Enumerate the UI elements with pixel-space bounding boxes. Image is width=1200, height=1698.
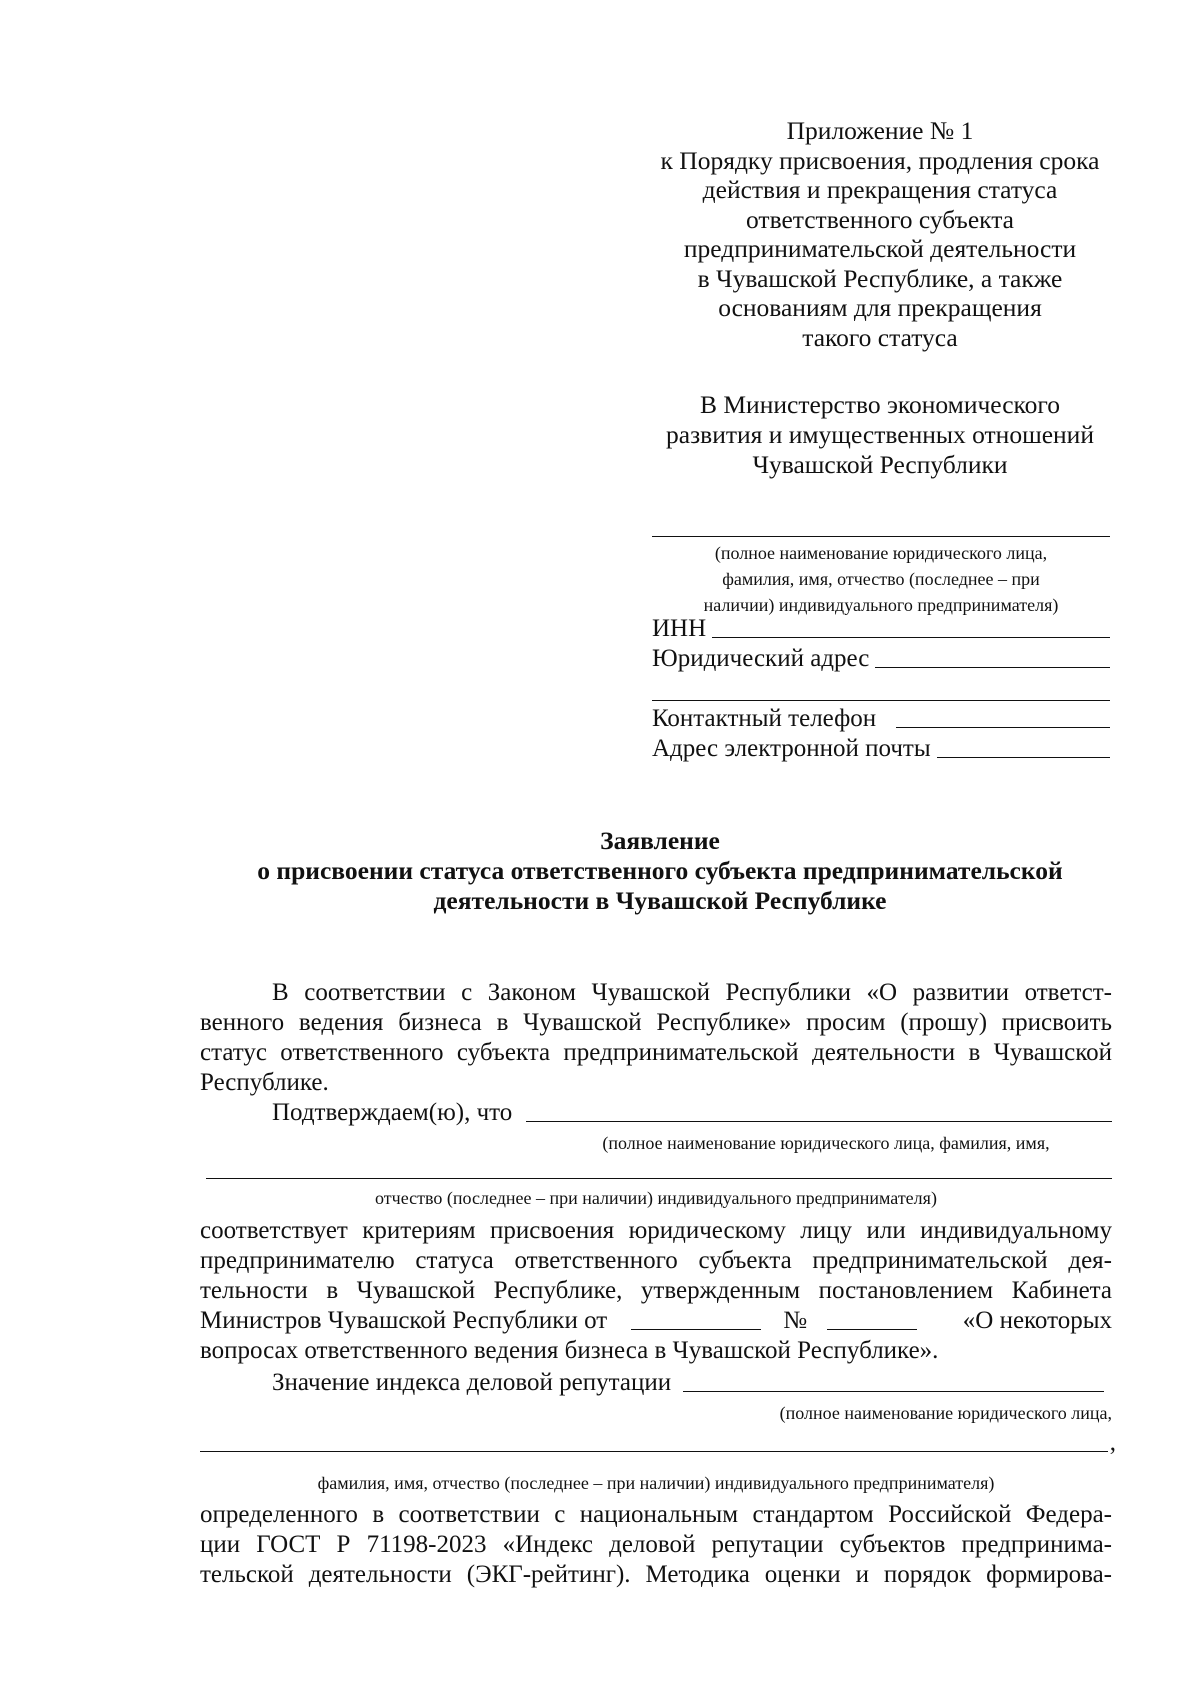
inn-label: ИНН — [652, 615, 707, 642]
inn-row — [652, 614, 1110, 644]
addressee-block — [650, 390, 1110, 480]
inn-field[interactable] — [712, 637, 1110, 638]
body-line: статус ответственного субъекта предпринимательской деятельности в Чувашской — [200, 1039, 1112, 1066]
appendix-line: к Порядку присвоения, продления срока — [660, 145, 1100, 175]
appendix-line: Приложение № 1 — [786, 116, 974, 145]
legal-address-field-line-2[interactable] — [652, 676, 1110, 701]
decree-row — [200, 1306, 1112, 1336]
legal-address-row — [652, 644, 1110, 674]
index-row — [272, 1368, 1112, 1398]
paragraph-criteria — [200, 1216, 1112, 1366]
index-field-line-2[interactable] — [200, 1451, 1108, 1452]
body-line: вопросах ответственного ведения бизнеса в Чувашской Республике». — [200, 1337, 939, 1364]
index-caption-2: фамилия, имя, отчество (последнее – при наличии) индивидуального предпринимателя) — [317, 1473, 995, 1493]
appendix-line: предпринимательской деятельности — [683, 234, 1077, 263]
email-field[interactable] — [937, 757, 1110, 758]
phone-field[interactable] — [896, 727, 1110, 728]
index-caption-1: (полное наименование юридического лица, — [779, 1403, 1112, 1423]
title-line: о присвоении статуса ответственного субъекта предпринимательской — [257, 856, 1063, 885]
confirm-caption-1: (полное наименование юридического лица, фамилия, имя, — [602, 1133, 1050, 1153]
caption-line: наличии) индивидуального предпринимателя) — [703, 595, 1059, 615]
appendix-line: действия и прекращения статуса — [702, 175, 1058, 204]
addressee-line: развития и имущественных отношений — [666, 420, 1094, 449]
email-row — [652, 734, 1110, 764]
confirm-row — [272, 1098, 1112, 1128]
body-line: В соответствии с Законом Чувашской Республики «О развитии ответст- — [272, 979, 1112, 1006]
decree-date-field[interactable] — [631, 1329, 761, 1330]
body-line: тельской деятельности (ЭКГ-рейтинг). Методика оценки и порядок формирова- — [200, 1561, 1112, 1588]
email-label: Адрес электронной почты — [652, 735, 931, 762]
addressee-line: Чувашской Республики — [752, 450, 1008, 479]
decree-label: Министров Чувашской Республики от — [200, 1307, 608, 1334]
appendix-line: в Чувашской Республике, а также — [697, 263, 1063, 293]
appendix-line: ответственного субъекта — [746, 204, 1014, 234]
body-line: ции ГОСТ Р 71198-2023 «Индекс деловой репутации субъектов предпринима- — [200, 1531, 1112, 1558]
comma: , — [1109, 1429, 1116, 1456]
appendix-header — [650, 116, 1110, 352]
index-field[interactable] — [683, 1391, 1104, 1392]
decree-number-field[interactable] — [827, 1329, 917, 1330]
index-label: Значение индекса деловой репутации — [272, 1369, 672, 1396]
decree-title-start: «О некоторых — [962, 1307, 1112, 1334]
applicant-name-field[interactable] — [652, 512, 1110, 537]
legal-address-label: Юридический адрес — [652, 645, 870, 672]
appendix-line: основаниям для прекращения — [718, 293, 1042, 322]
caption-line: (полное наименование юридического лица, — [714, 543, 1048, 563]
body-line: венного ведения бизнеса в Чувашской Республике» просим (прошу) присвоить — [200, 1009, 1112, 1036]
body-line: предпринимателю статуса ответственного субъекта предпринимательской дея- — [200, 1247, 1112, 1274]
decree-number-label: № — [783, 1307, 808, 1334]
index-row-2 — [200, 1428, 1116, 1458]
title-line: Заявление — [600, 826, 720, 855]
confirm-label: Подтверждаем(ю), что — [272, 1099, 513, 1126]
caption-line: фамилия, имя, отчество (последнее – при — [722, 569, 1040, 589]
confirm-caption-2: отчество (последнее – при наличии) индивидуального предпринимателя) — [375, 1188, 937, 1208]
body-line: тельности в Чувашской Республике, утвержденным постановлением Кабинета — [200, 1277, 1112, 1304]
confirm-field[interactable] — [526, 1121, 1112, 1122]
phone-label: Контактный телефон — [652, 705, 877, 732]
body-line: определенного в соответствии с национальным стандартом Российской Федера- — [200, 1501, 1112, 1528]
addressee-line: В Министерство экономического — [700, 390, 1060, 419]
legal-address-field[interactable] — [875, 667, 1110, 668]
document-title — [200, 826, 1120, 916]
body-line: соответствует критериям присвоения юридическому лицу или индивидуальному — [200, 1217, 1112, 1244]
applicant-name-caption — [652, 540, 1110, 618]
phone-row — [652, 704, 1110, 734]
paragraph-request — [200, 978, 1112, 1098]
appendix-line: такого статуса — [802, 322, 958, 352]
body-line: Республике. — [200, 1069, 329, 1096]
confirm-field-line-2[interactable] — [206, 1158, 1112, 1179]
title-line: деятельности в Чувашской Республике — [433, 886, 887, 915]
paragraph-standard — [200, 1500, 1112, 1590]
